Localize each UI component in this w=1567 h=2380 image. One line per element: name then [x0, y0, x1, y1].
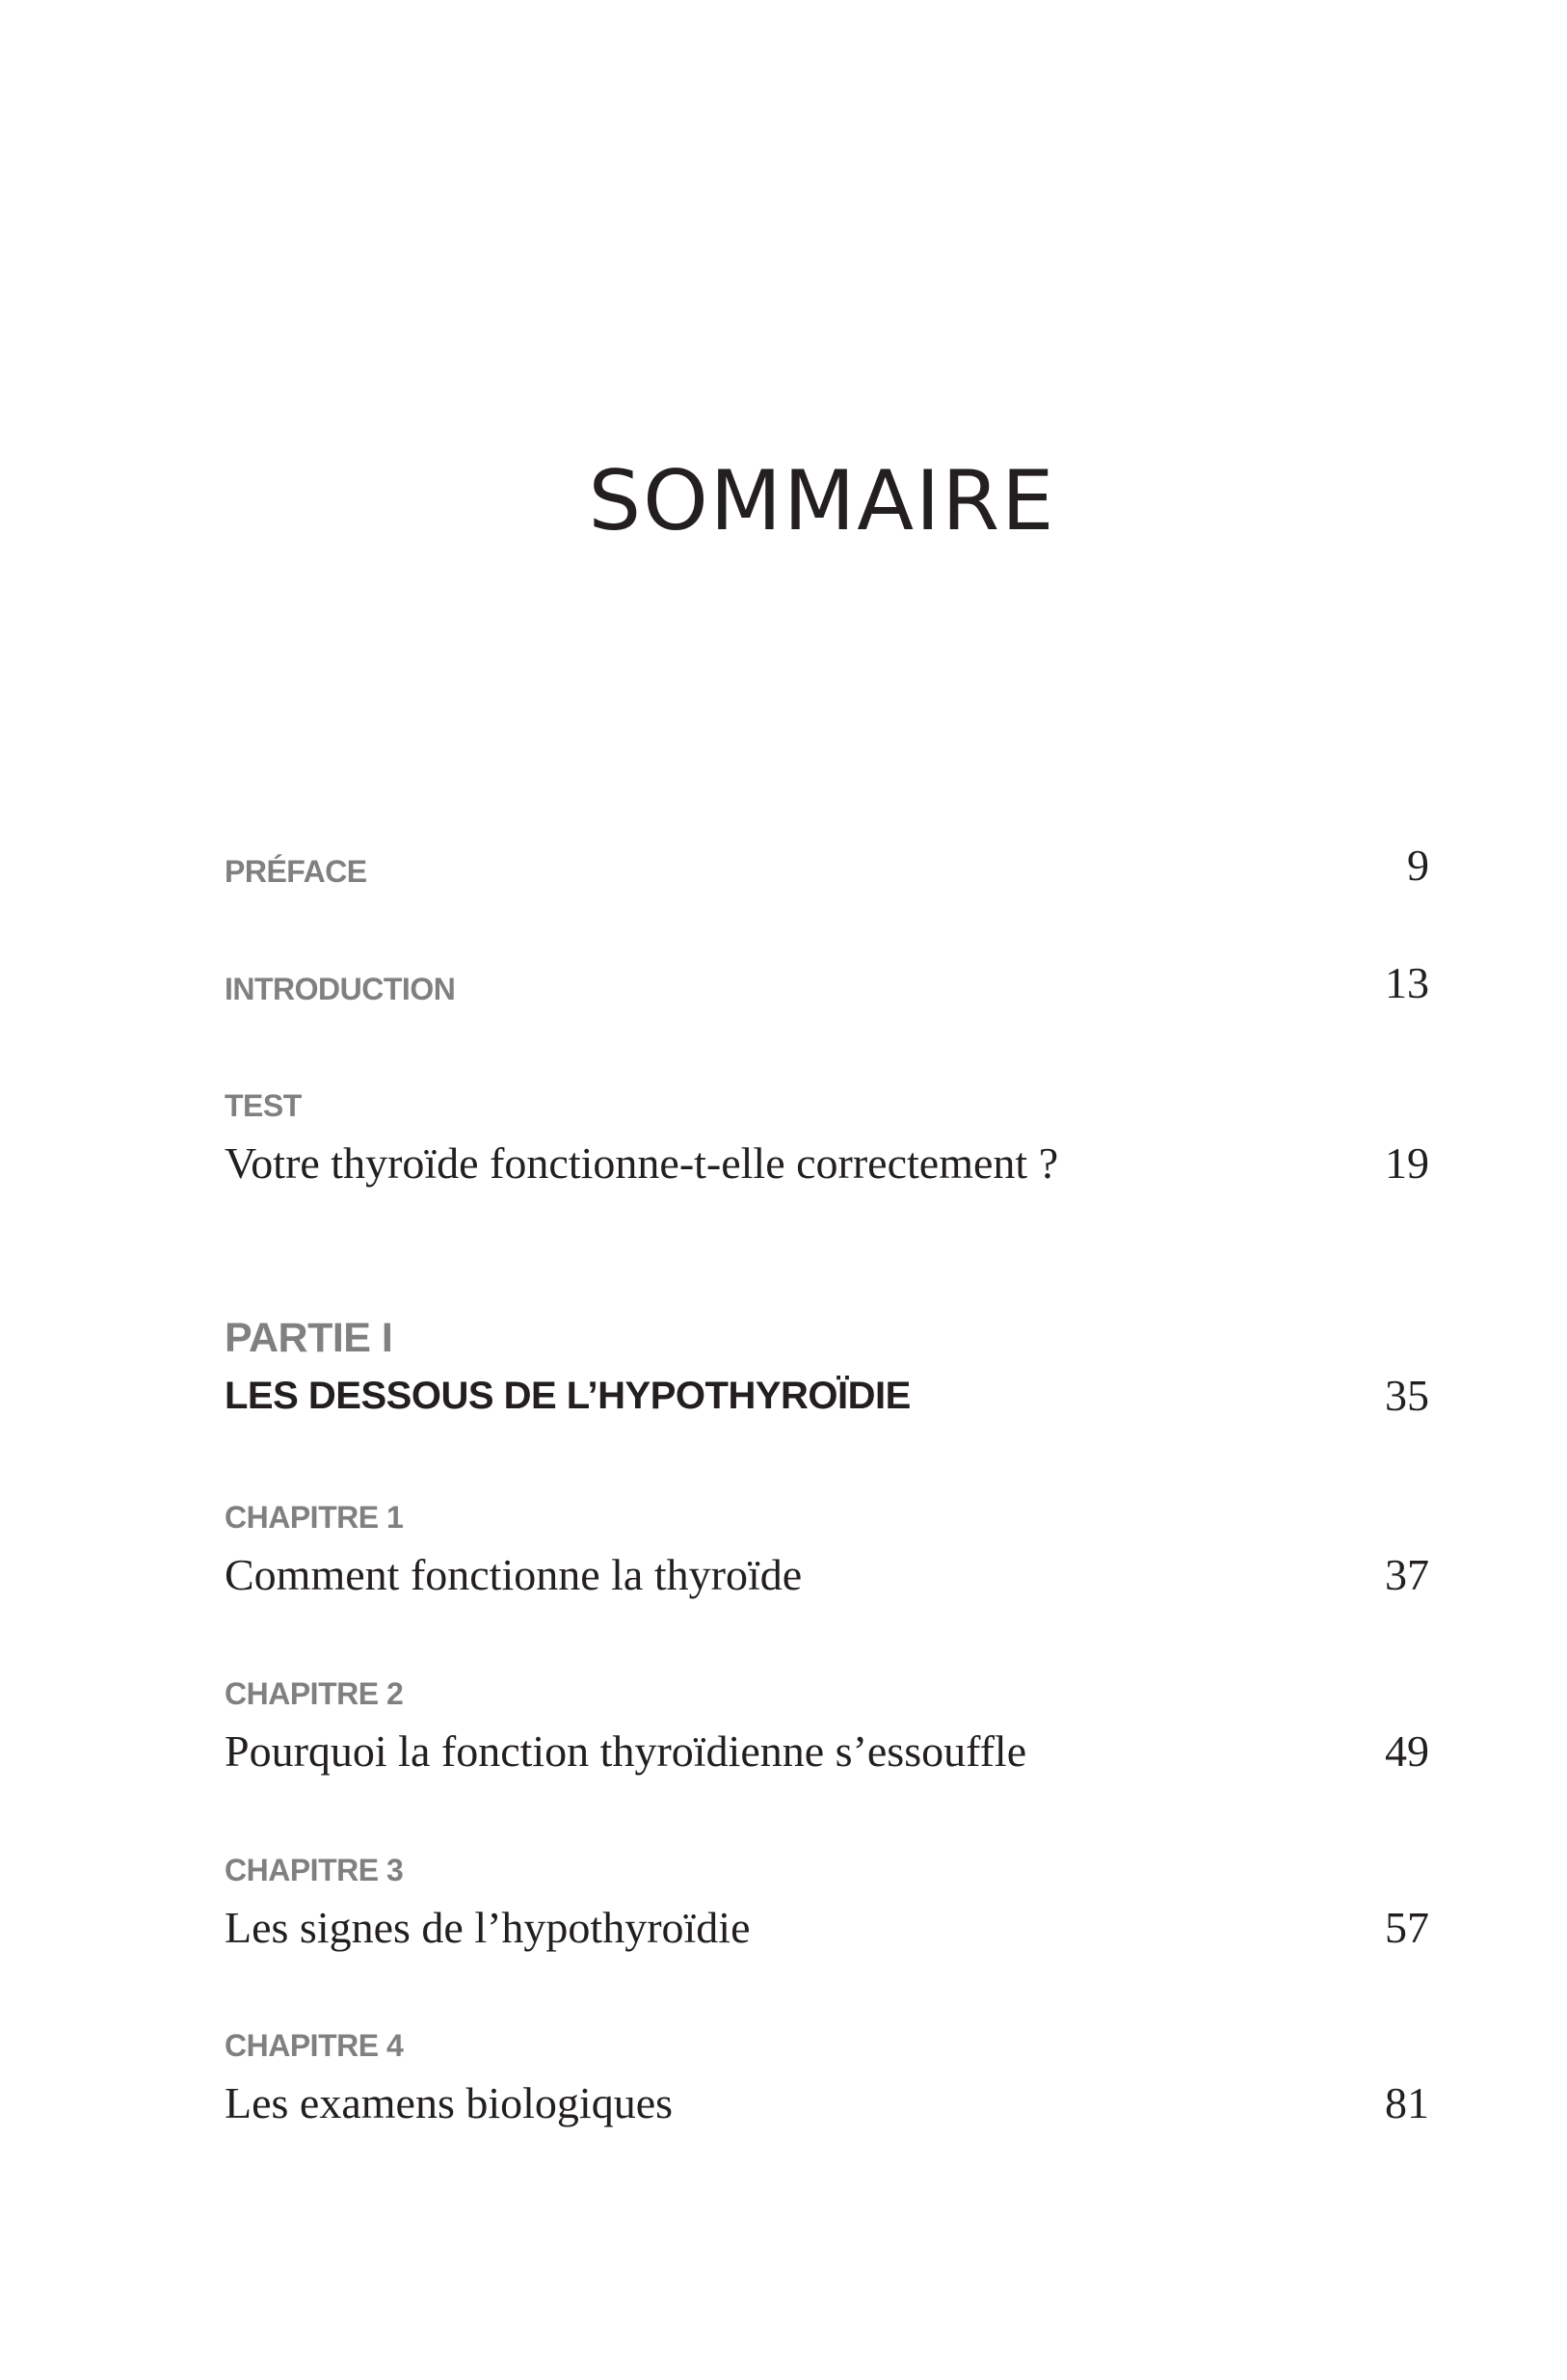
- toc-label: CHAPITRE 1: [225, 1500, 404, 1535]
- toc-entry-chapitre-1[interactable]: [225, 1498, 1429, 1602]
- toc-label: TEST: [225, 1088, 302, 1123]
- toc-page-number: 37: [1385, 1550, 1429, 1599]
- toc-entry-chapitre-2[interactable]: [225, 1674, 1429, 1778]
- toc-page-number: 9: [1407, 841, 1429, 890]
- toc-entry-partie-1[interactable]: [225, 1313, 1429, 1423]
- toc-label: PRÉFACE: [225, 854, 367, 889]
- toc-label: CHAPITRE 3: [225, 1853, 404, 1887]
- toc-title: Les examens biologiques: [225, 2078, 674, 2127]
- toc-label: INTRODUCTION: [225, 972, 456, 1006]
- toc-title: Les signes de l’hypothyroïdie: [225, 1903, 751, 1952]
- toc-entry-introduction[interactable]: [225, 958, 1429, 1008]
- toc-page-number: 35: [1385, 1371, 1429, 1420]
- toc-page-number: 81: [1385, 2078, 1429, 2127]
- toc-entry-chapitre-4[interactable]: [225, 2026, 1429, 2130]
- toc-title: Pourquoi la fonction thyroïdienne s’essouffle: [225, 1726, 1027, 1776]
- toc-label: CHAPITRE 2: [225, 1676, 404, 1711]
- page-title: SOMMAIRE: [588, 453, 1056, 549]
- toc-title: Votre thyroïde fonctionne-t-elle correctement ?: [225, 1138, 1059, 1188]
- toc-entry-preface[interactable]: [225, 841, 1429, 891]
- toc-entry-chapitre-3[interactable]: [225, 1851, 1429, 1955]
- toc-entry-test[interactable]: [225, 1086, 1429, 1190]
- toc-part-title: LES DESSOUS DE L’HYPOTHYROÏDIE: [225, 1375, 911, 1417]
- toc-part-label: PARTIE I: [225, 1315, 393, 1361]
- toc-label: CHAPITRE 4: [225, 2028, 404, 2063]
- toc-page-number: 49: [1385, 1726, 1429, 1776]
- toc-page-number: 13: [1385, 958, 1429, 1007]
- toc-page-number: 19: [1385, 1138, 1429, 1188]
- toc-page-number: 57: [1385, 1903, 1429, 1952]
- toc-title: Comment fonctionne la thyroïde: [225, 1550, 803, 1599]
